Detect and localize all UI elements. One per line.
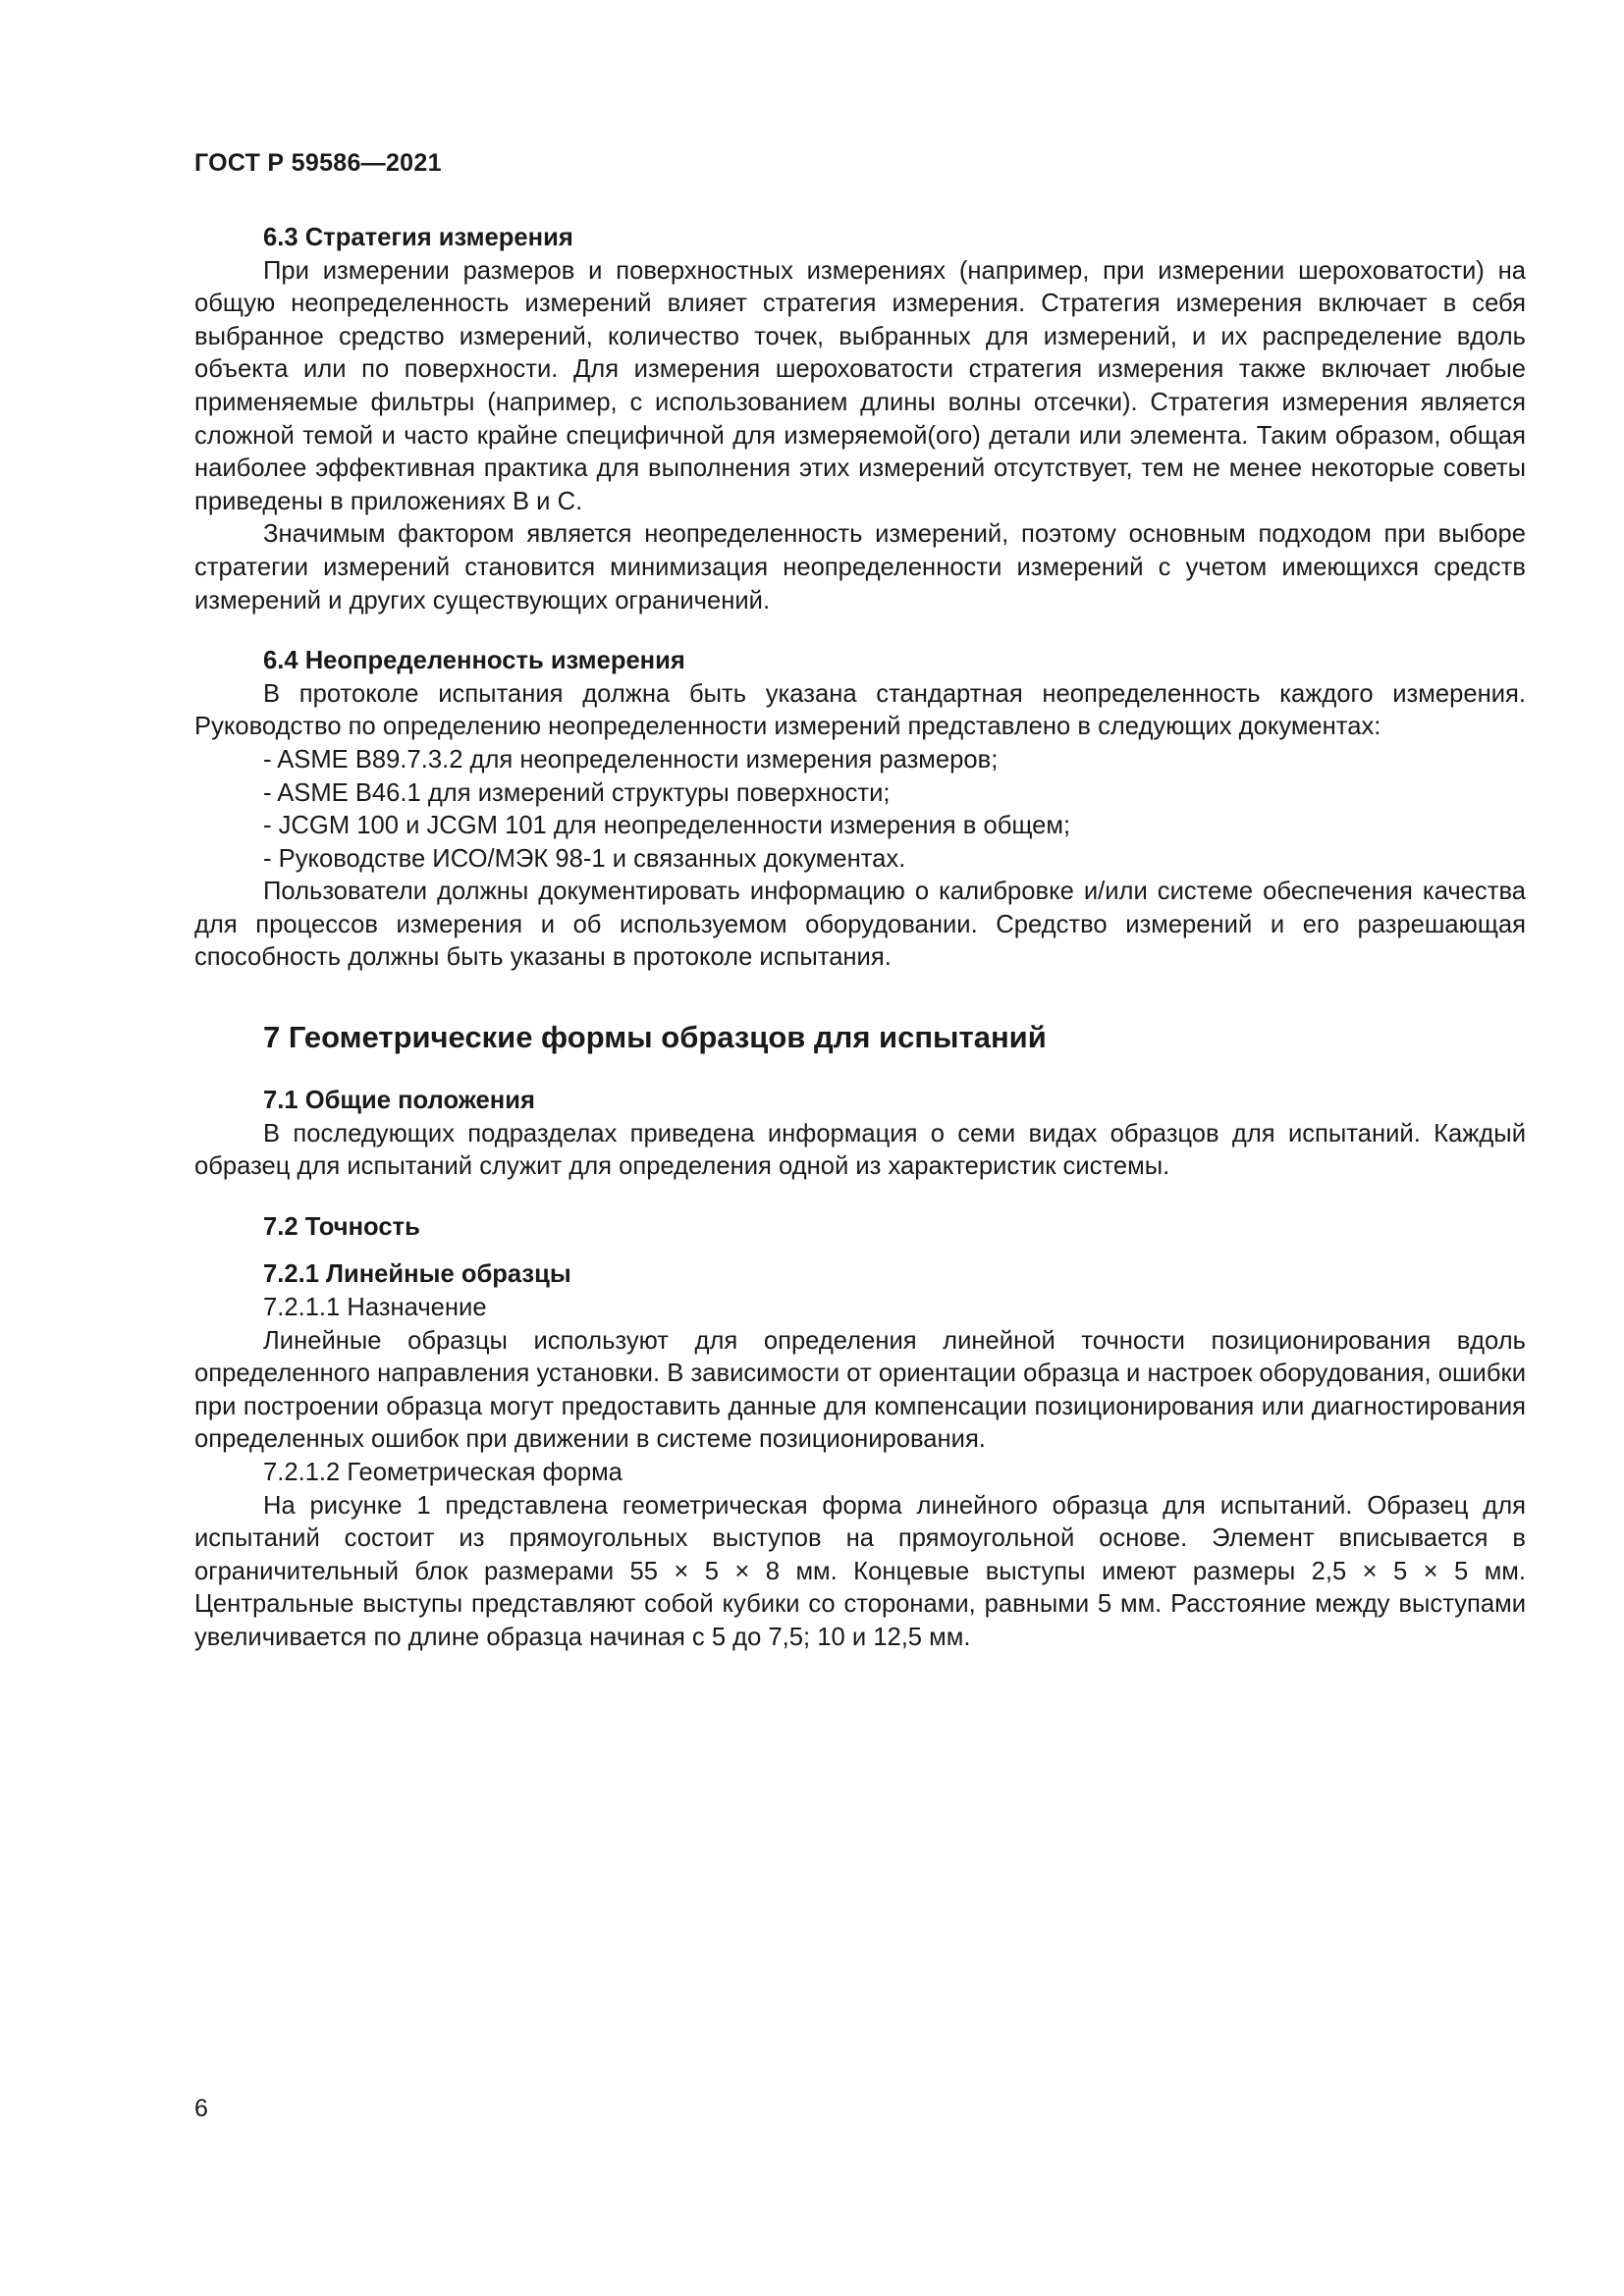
section-7-2-1-2-heading: 7.2.1.2 Геометрическая форма [263,1459,623,1486]
page-content [194,222,1526,1655]
section-6-3-paragraph-2: Значимым фактором является неопределенность измерений, поэтому основным подходом при выборе стратегии измерений становится минимизация неопределенности измерений с учетом имеющихся средств измерений и других существующих ограничений. [194,520,1526,614]
section-7-heading: 7 Геометрические формы образцов для испытаний [263,1020,1047,1055]
section-7-1-paragraph: В последующих подразделах приведена информация о семи видах образцов для испытаний. Каждый образец для испытаний служит для определения одной из характеристик системы. [194,1119,1526,1181]
list-item: - ASME B46.1 для измерений структуры поверхности; [263,778,891,807]
section-7-2-1-2-paragraph: На рисунке 1 представлена геометрическая форма линейного образца для испытаний. Образец для испытаний состоит из прямоугольных выступов на прямоугольной основе. Элемент вписывается в ограничительный блок размерами 55 × 5 × 8 мм. Концевые выступы имеют размеры 2,5 × 5 × 5 мм. Центральные выступы представляют собой кубики со сторонами, равными 5 мм. Расстояние между выступами увеличивается по длине образца начиная с 5 до 7,5; 10 и 12,5 мм. [194,1491,1526,1651]
list-item: - ASME B89.7.3.2 для неопределенности измерения размеров; [263,745,999,774]
section-6-4-paragraph-2: Пользователи должны документировать информацию о калибровке и/или системе обеспечения качества для процессов измерения и об используемом оборудовании. Средство измерений и его разрешающая способность должны быть указаны в протоколе испытания. [194,878,1526,972]
section-7-2-heading: 7.2 Точность [263,1212,420,1241]
list-item: - Руководстве ИСО/МЭК 98-1 и связанных документах. [263,844,906,873]
section-7-1-heading: 7.1 Общие положения [263,1087,535,1115]
section-7-2-1-1-heading: 7.2.1.1 Назначение [263,1294,487,1322]
section-6-4-paragraph-1: В протоколе испытания должна быть указана стандартная неопределенность каждого измерения. Руководство по определению неопределенности измерений представлено в следующих документах: [194,679,1526,741]
section-7-2-1-heading: 7.2.1 Линейные образцы [263,1260,571,1289]
document-id-header: ГОСТ Р 59586—2021 [194,149,442,177]
section-6-3-heading: 6.3 Стратегия измерения [263,224,573,251]
page-number: 6 [194,2095,208,2122]
section-6-4-document-list [194,744,1526,876]
list-item: - JCGM 100 и JCGM 101 для неопределенности измерения в общем; [263,812,1071,840]
section-6-4-heading: 6.4 Неопределенность измерения [263,647,685,675]
section-6-3-paragraph-1: При измерении размеров и поверхностных измерениях (например, при измерении шероховатости) на общую неопределенность измерений влияет стратегия измерения. Стратегия измерения включает в себя выбранное средство измерений, количество точек, выбранных для измерений, и их распределение вдоль объекта или по поверхности. Для измерения шероховатости стратегия измерения также включает любые применяемые фильтры (например, с использованием длины волны отсечки). Стратегия измерения является сложной темой и часто крайне специфичной для измеряемой(ого) детали или элемента. Таким образом, общая наиболее эффективная практика для выполнения этих измерений отсутствует, тем не менее некоторые советы приведены в приложениях B и C. [194,256,1526,515]
section-7-2-1-1-paragraph: Линейные образцы используют для определения линейной точности позиционирования вдоль определенного направления установки. В зависимости от ориентации образца и настроек оборудования, ошибки при построении образца могут предоставить данные для компенсации позиционирования или диагностирования определенных ошибок при движении в системе позиционирования. [194,1326,1526,1454]
